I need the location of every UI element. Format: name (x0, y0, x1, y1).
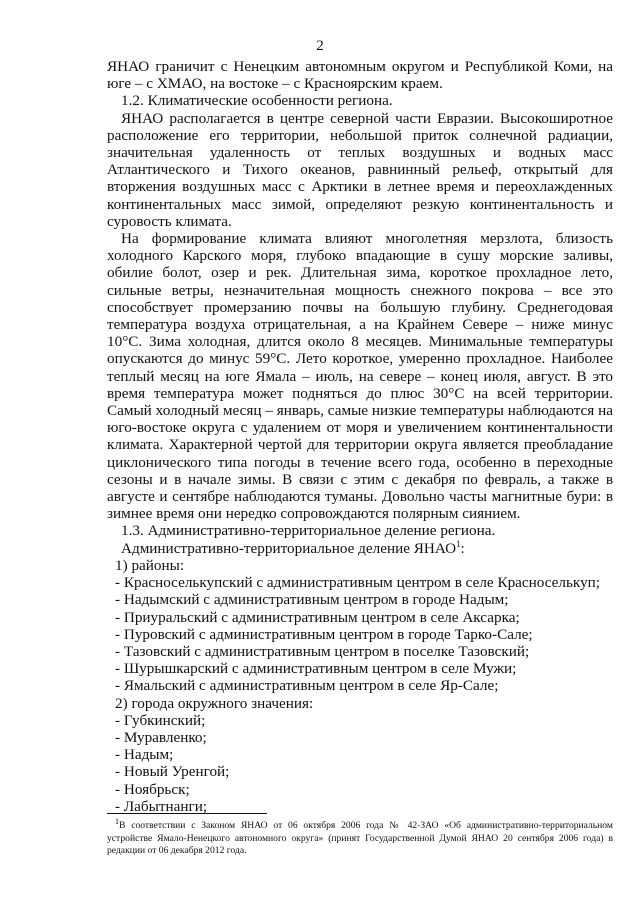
cities-list (107, 712, 613, 815)
list-item: - Красноселькупский с административным центром в селе Красноселькуп; (115, 574, 601, 592)
list-item: - Ямальский с административным центром в селе Яр-Сале; (115, 677, 499, 695)
list-item: - Новый Уренгой; (115, 763, 230, 781)
paragraph-climate-location: ЯНАО располагается в центре северной части Евразии. Высокоширотное расположение его территории, небольшой приток солнечной радиации, значительная удаленность от теплых воздушных и водных масс Атлантического и Тихого океанов, равнинный рельеф, открытый для вторжения воздушных масс с Арктики в летнее время и переохлажденных континентальных масс зимой, определяют резкую континентальность и суровость климата. (107, 109, 613, 230)
division-heading: Административно-территориальное деление ЯНАО$^1$: (121, 538, 465, 557)
cities-heading: 2) города окружного значения: (115, 694, 314, 712)
list-item: - Губкинский; (115, 711, 206, 729)
section-heading-administrative: 1.3. Административно-территориальное деление региона. (121, 522, 496, 540)
paragraph-borders: ЯНАО граничит с Ненецким автономным округом и Республикой Коми, на юге – с ХМАО, на востоке – с Красноярским краем. (107, 58, 613, 93)
districts-heading: 1) районы: (115, 556, 185, 574)
list-item: - Пуровский с административным центром в городе Тарко-Сале; (115, 625, 533, 643)
footnote-divider (107, 813, 267, 814)
paragraph-climate-factors: На формирование климата влияют многолетняя мерзлота, близость холодного Карского моря, глубоко впадающие в сушу морские заливы, обилие болот, озер и рек. Длительная зима, короткое прохладное лето, сильные ветры, незначительная мощность снежного покрова – все это способствует промерзанию почвы на большую глубину. Среднегодовая температура воздуха отрицательная, а на Крайнем Севере – ниже минус 10°С. Зима холодная, длится около 8 месяцев. Минимальные температуры опускаются до минус 59°С. Лето короткое, умеренно прохладное. Наиболее теплый месяц на юге Ямала – июль, на севере – конец июля, август. В это время температура может подняться до плюс 30°С на всей территории. Самый холодный месяц – январь, самые низкие температуры наблюдаются на юго-востоке округа с удалением от моря и увеличением континентальности климата. Характерной чертой для территории округа является преобладание циклонического типа погоды в течение всего года, особенно в переходные сезоны и в начале зимы. В связи с этим с декабря по февраль, а также в августе и сентябре наблюдаются туманы. Довольно часты магнитные бури: в зимнее время они нередко сопровождаются полярным сиянием. (107, 230, 613, 523)
list-item: - Лабытнанги; (115, 797, 208, 815)
list-item: - Надымский с административным центром в городе Надым; (115, 591, 509, 609)
section-heading-climate: 1.2. Климатические особенности региона. (121, 92, 393, 110)
footnote-reference: 1 (456, 538, 461, 549)
list-item: - Тазовский с административным центром в поселке Тазовский; (115, 642, 530, 660)
division-heading-text: Административно-территориальное деление ЯНАО (121, 539, 457, 557)
districts-list (107, 574, 613, 694)
list-item: - Шурышкарский с административным центром в селе Мужи; (115, 660, 517, 678)
document-body (107, 58, 613, 815)
list-item: - Ноябрьск; (115, 780, 190, 798)
footnote (107, 816, 613, 858)
page-number: 2 (316, 38, 324, 54)
list-item: - Приуральский с административным центром в селе Аксарка; (115, 608, 520, 626)
list-item: - Надым; (115, 746, 174, 764)
footnote-text: В соответствии с Законом ЯНАО от 06 октября 2006 года № 42-ЗАО «Об административно-территориальном устройстве Ямало-Ненецкого автономного округа» (принят Государственной Думой ЯНАО 20 сентября 2006 года) в редакции от 06 декабря 2012 года. (107, 820, 613, 856)
list-item: - Муравленко; (115, 728, 207, 746)
footnote-marker-number: 1 (115, 816, 119, 826)
